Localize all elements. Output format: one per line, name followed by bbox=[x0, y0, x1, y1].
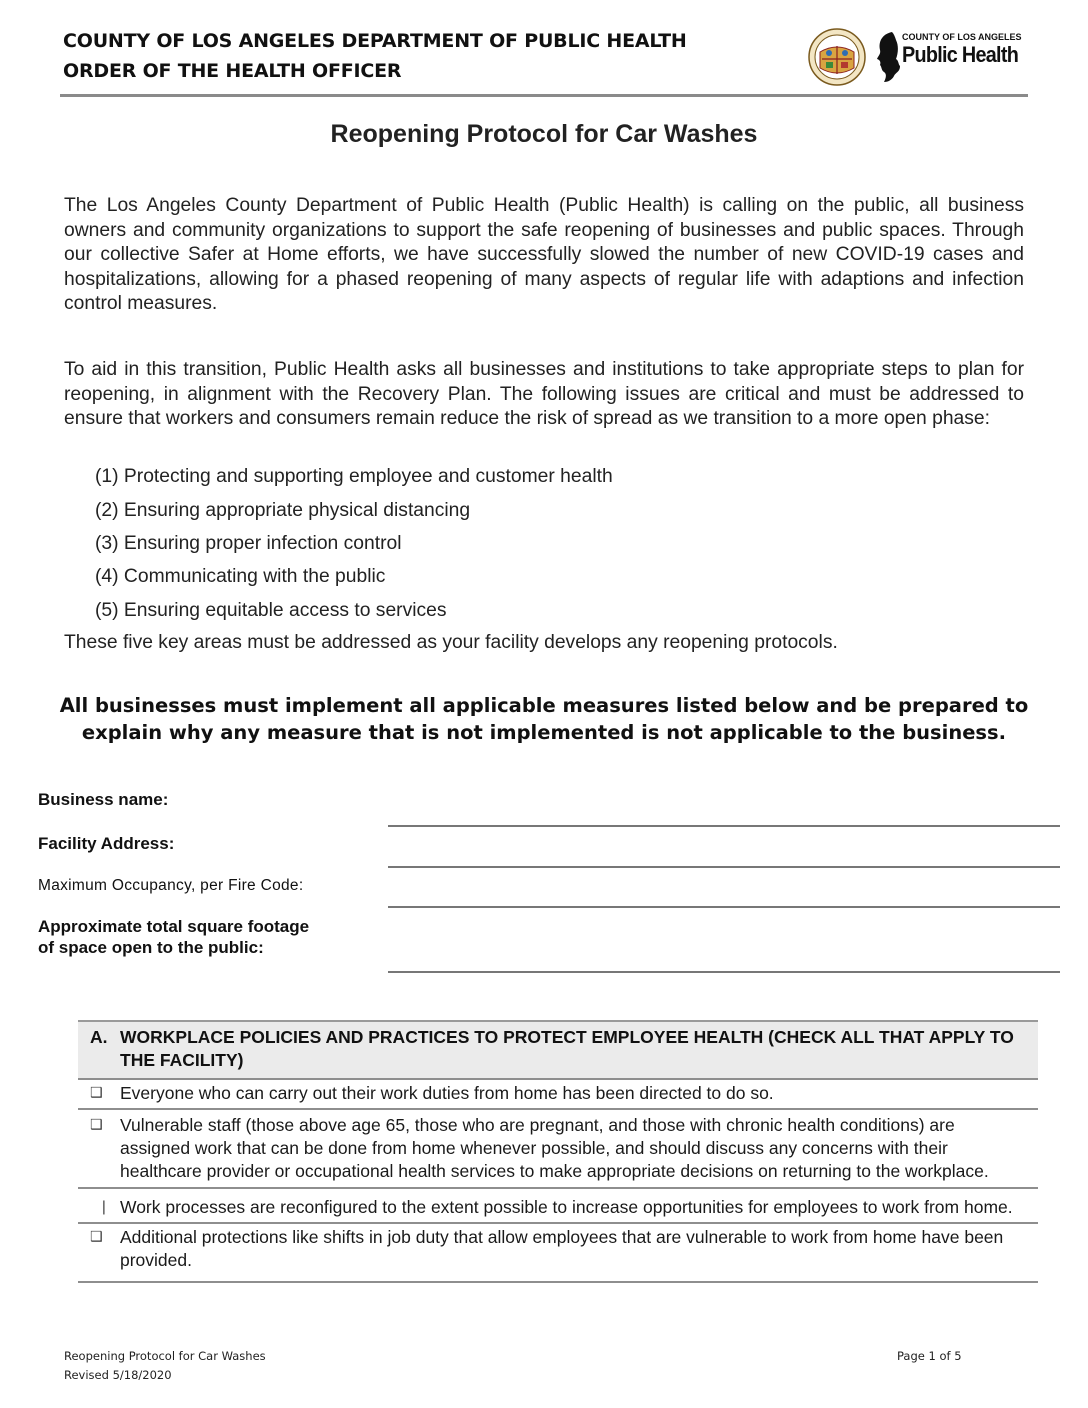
checkbox-icon[interactable]: ❑ bbox=[90, 1085, 103, 1101]
header-department: COUNTY OF LOS ANGELES DEPARTMENT OF PUBLIC HEALTH bbox=[63, 30, 687, 52]
logo-county-text: COUNTY OF LOS ANGELES bbox=[902, 32, 1022, 42]
square-footage-label bbox=[38, 916, 309, 958]
max-occupancy-label: Maximum Occupancy, per Fire Code: bbox=[38, 877, 304, 894]
checklist-item-text: Work processes are reconfigured to the extent possible to increase opportunities for employees to work from home. bbox=[120, 1197, 1013, 1217]
business-name-label: Business name: bbox=[38, 790, 169, 809]
intro-paragraph-2: To aid in this transition, Public Health asks all businesses and institutions to take appropriate steps to plan for reopening, in alignment with the Recovery Plan. The following issues are critical and must be addressed to ensure that workers and consumers remain reduce the risk of spread as we transition to a more open phase: bbox=[64, 359, 1024, 429]
header-order: ORDER OF THE HEALTH OFFICER bbox=[63, 60, 402, 82]
key-area-item: (2) Ensuring appropriate physical distancing bbox=[95, 500, 471, 521]
square-footage-field[interactable] bbox=[388, 971, 1060, 973]
checkbox-icon[interactable]: ❘ bbox=[98, 1199, 110, 1215]
checklist-row bbox=[78, 1222, 1038, 1275]
implementation-notice: All businesses must implement all applicable measures listed below and be prepared to explain why any measure that is not implemented is not applicable to the business. bbox=[59, 694, 1029, 744]
key-area-item: (4) Communicating with the public bbox=[95, 566, 386, 587]
checklist-row bbox=[78, 1078, 1038, 1108]
checklist-item-text: Additional protections like shifts in job duty that allow employees that are vulnerable to work from home have been provided. bbox=[120, 1227, 1004, 1270]
checklist-row bbox=[78, 1187, 1038, 1222]
business-name-field[interactable] bbox=[388, 825, 1060, 827]
closing-statement: These five key areas must be addressed as your facility develops any reopening protocols. bbox=[64, 632, 838, 653]
logo-public-health-text: Public Health bbox=[902, 42, 1019, 67]
footer-document-title: Reopening Protocol for Car Washes bbox=[64, 1349, 266, 1363]
footer-revised-date: Revised 5/18/2020 bbox=[64, 1368, 172, 1382]
checkbox-icon[interactable]: ❑ bbox=[90, 1229, 103, 1245]
checklist-item-text: Vulnerable staff (those above age 65, those who are pregnant, and those with chronic health conditions) are assigned work that can be done from home whenever possible, and should discuss any concerns with their healthcare provider or occupational health services to make appropriate decisions on returning to the workplace. bbox=[120, 1115, 989, 1181]
public-health-logo bbox=[872, 28, 1028, 86]
key-area-item: (1) Protecting and supporting employee and customer health bbox=[95, 466, 613, 487]
county-seal-logo bbox=[808, 28, 866, 86]
checklist-item-text: Everyone who can carry out their work duties from home has been directed to do so. bbox=[120, 1083, 774, 1103]
section-a-table bbox=[78, 1020, 1038, 1283]
page-title: Reopening Protocol for Car Washes bbox=[330, 120, 758, 148]
checklist-row bbox=[78, 1108, 1038, 1187]
checkbox-icon[interactable]: ❑ bbox=[90, 1117, 103, 1133]
profile-silhouette-icon bbox=[872, 28, 902, 86]
section-a-header bbox=[78, 1020, 1038, 1078]
facility-address-field[interactable] bbox=[388, 866, 1060, 868]
intro-paragraph-1: The Los Angeles County Department of Public Health (Public Health) is calling on the public, all business owners and community organizations to support the safe reopening of businesses and public spaces. Through our collective Safer at Home efforts, we have successfully slowed the number of new COVID-19 cases and hospitalizations, allowing for a phased reopening of many aspects of regular life with adaptions and infection control measures. bbox=[64, 195, 1024, 314]
square-footage-label-line1: Approximate total square footage bbox=[38, 917, 310, 936]
section-a-bottom-rule bbox=[78, 1281, 1038, 1283]
key-area-item: (3) Ensuring proper infection control bbox=[95, 533, 402, 554]
max-occupancy-field[interactable] bbox=[388, 906, 1060, 908]
section-a-letter: A. bbox=[90, 1027, 108, 1047]
footer-page-number: Page 1 of 5 bbox=[897, 1349, 962, 1363]
key-area-item: (5) Ensuring equitable access to services bbox=[95, 600, 447, 621]
header-divider bbox=[60, 94, 1028, 97]
facility-address-label: Facility Address: bbox=[38, 834, 175, 853]
section-a-title: WORKPLACE POLICIES AND PRACTICES TO PROTECT EMPLOYEE HEALTH (CHECK ALL THAT APPLY TO THE FACILITY) bbox=[120, 1027, 1014, 1070]
square-footage-label-line2: of space open to the public: bbox=[38, 938, 264, 957]
